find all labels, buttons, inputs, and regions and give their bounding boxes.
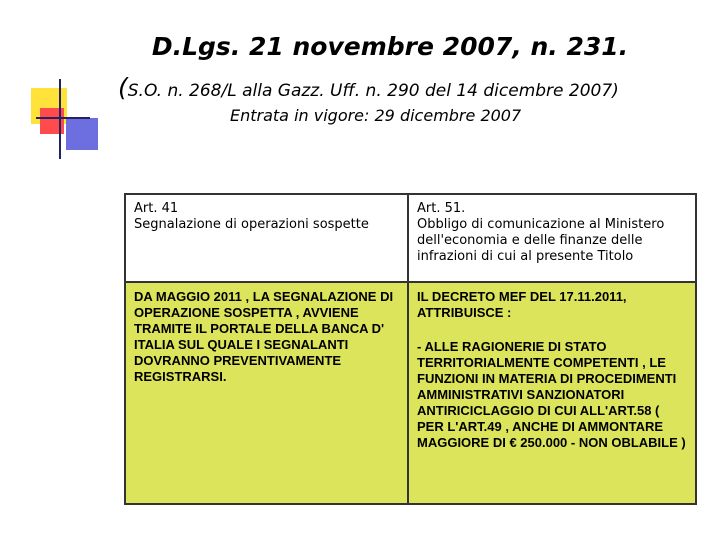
slide-subtitle <box>118 73 619 102</box>
left-article-number: Art. 41 <box>134 201 179 216</box>
right-header-cell <box>408 194 696 282</box>
right-body-cell <box>408 282 696 504</box>
subtitle-open-paren: ( <box>118 73 128 102</box>
right-article-number: Art. 51. <box>417 201 466 216</box>
subtitle-text: S.O. n. 268/L alla Gazz. Uff. n. 290 del 14 dicembre 2007) <box>127 81 619 101</box>
slide-title: D.Lgs. 21 novembre 2007, n. 231. <box>151 32 629 61</box>
effective-date: Entrata in vigore: 29 dicembre 2007 <box>230 106 522 125</box>
left-article-title: Segnalazione di operazioni sospette <box>134 217 369 232</box>
left-body-text: DA MAGGIO 2011 , LA SEGNALAZIONE DI OPERAZIONE SOSPETTA , AVVIENE TRAMITE IL PORTALE DELLA BANCA D' ITALIA SUL QUALE I SEGNALANTI DOVRANNO PREVENTIVAMENTE REGISTRARSI. <box>134 289 394 384</box>
right-article-title: Obbligo di comunicazione al Ministero dell'economia e delle finanze delle infrazioni di cui al presente Titolo <box>417 217 665 264</box>
paragraph-gap <box>417 321 687 339</box>
horizontal-line-shape <box>36 117 90 119</box>
left-body-cell <box>125 282 408 504</box>
right-body-text-2: - ALLE RAGIONERIE DI STATO TERRITORIALMENTE COMPETENTI , LE FUNZIONI IN MATERIA DI PROCEDIMENTI AMMINISTRATIVI SANZIONATORI ANTIRICICLAGGIO DI CUI ALL'ART.58 ( PER L'ART.49 , ANCHE DI AMMONTARE MAGGIORE DI € 250.000 - NON OBLABILE ) <box>417 339 686 450</box>
comparison-table <box>124 193 697 505</box>
vertical-line-shape <box>59 79 61 159</box>
left-header-cell <box>125 194 408 282</box>
blue-square-shape <box>66 118 98 150</box>
slide-logo-decoration <box>0 0 110 170</box>
right-body-text-1: IL DECRETO MEF DEL 17.11.2011, ATTRIBUISCE : <box>417 289 627 320</box>
